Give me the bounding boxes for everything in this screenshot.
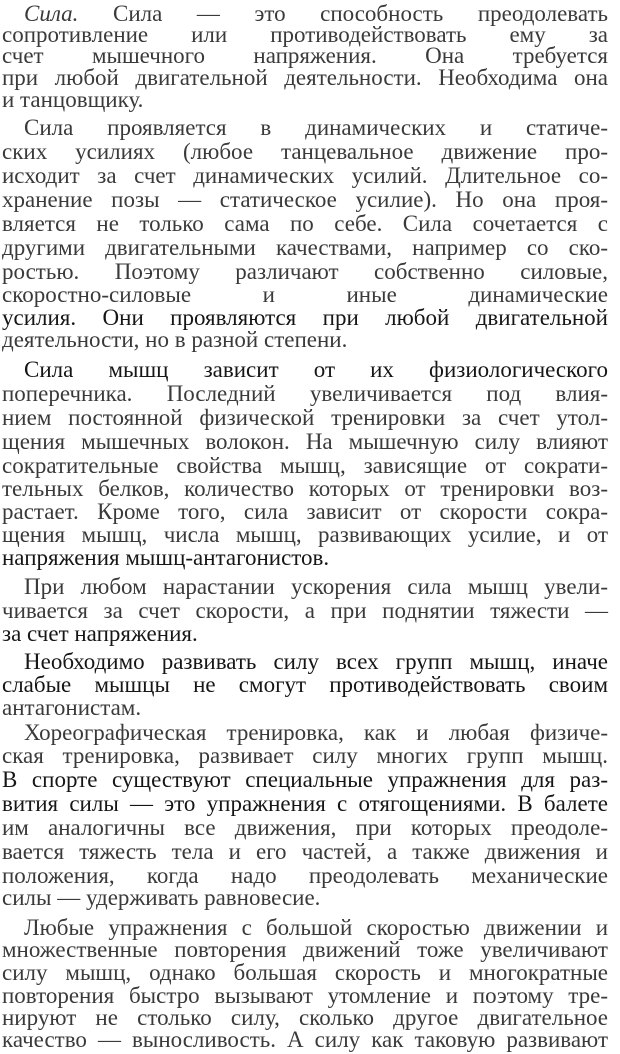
text-line: В спорте существуют специальные упражнения для раз- <box>2 767 608 792</box>
text-line: ская тренировка, развивает силу многих групп мышц. <box>2 743 608 768</box>
text-line: положения, когда надо преодолевать механические <box>2 863 608 888</box>
text-line: ских усилиях (любое танцевальное движение про- <box>2 139 608 164</box>
text-line: поперечника. Последний увеличивается под влия- <box>2 381 608 406</box>
text-line: вития силы — это упражнения с отягощениями. В балете <box>2 791 608 816</box>
text-line: хранение позы — статическое усилие). Но она проя- <box>2 187 608 212</box>
text-line: Сила проявляется в динамических и статиче- <box>24 115 608 140</box>
text-line: ростью. Поэтому различают собственно силовые, <box>2 259 608 284</box>
text-line: силы — удерживать равновесие. <box>2 885 321 910</box>
text-line: и танцовщику. <box>2 87 144 112</box>
text-line: щения мышц, числа мышц, развивающих усилие, и от <box>2 522 608 547</box>
text-line: нием постоянной физической тренировки за счет утол- <box>2 405 608 430</box>
text-line: нируют не столько силу, сколько другое двигательное <box>2 1005 608 1030</box>
text-line: напряжения мышц-антагонистов. <box>2 545 330 570</box>
text-line: Любые упражнения с большой скоростью движении и <box>24 915 608 940</box>
text-line: счет мышечного напряжения. Она требуется <box>2 43 608 68</box>
text-line: при любой двигательной деятельности. Необходима она <box>2 65 608 90</box>
text-line: повторения быстро вызывают утомление и поэтому тре- <box>2 983 608 1008</box>
run-in-heading: Сила. <box>24 1 79 26</box>
text-line: множественные повторения движений тоже увеличивают <box>2 937 608 962</box>
text-line: скоростно-силовые и иные динамические <box>2 282 608 307</box>
text-line: им аналогичны все движения, при которых преодоле- <box>2 815 608 840</box>
text-line: сопротивление или противодействовать ему за <box>2 22 608 47</box>
text-line: чивается за счет скорости, а при поднятии тяжести — <box>2 598 608 623</box>
text-line: Хореографическая тренировка, как и любая физиче- <box>24 720 608 745</box>
text-line: тельных белков, количество которых от тренировки воз- <box>2 476 608 501</box>
text-line: растает. Кроме того, сила зависит от скорости сокра- <box>2 499 608 524</box>
text-line: за счет напряжения. <box>2 621 198 646</box>
text-line: Сила. Сила — это способность преодолевать <box>24 1 608 26</box>
text-line: исходит за счет динамических усилий. Длительное со- <box>2 163 608 188</box>
text-line: Необходимо развивать силу всех групп мышц, иначе <box>24 649 608 674</box>
text-line: антагонистам. <box>2 695 142 720</box>
text-line: качество — выносливость. А силу как таковую развивают <box>2 1027 608 1052</box>
text-line: сократительные свойства мышц, зависящие от сократи- <box>2 453 608 478</box>
text-line: вляется не только сама по себе. Сила сочетается с <box>2 211 608 236</box>
text-line: слабые мышцы не смогут противодействовать своим <box>2 672 608 697</box>
text-line: Сила мышц зависит от их физиологического <box>24 357 608 382</box>
text-line: деятельности, но в разной степени. <box>2 327 348 352</box>
text-line: При любом нарастании ускорения сила мышц увели- <box>24 574 608 599</box>
text-line: щения мышечных волокон. На мышечную силу влияют <box>2 429 608 454</box>
text-line: усилия. Они проявляются при любой двигательной <box>2 305 608 330</box>
text-line: другими двигательными качествами, например со ско- <box>2 235 608 260</box>
text-line: вается тяжесть тела и его частей, а также движения и <box>2 839 608 864</box>
text-line: силу мышц, однако большая скорость и многократные <box>2 960 608 985</box>
